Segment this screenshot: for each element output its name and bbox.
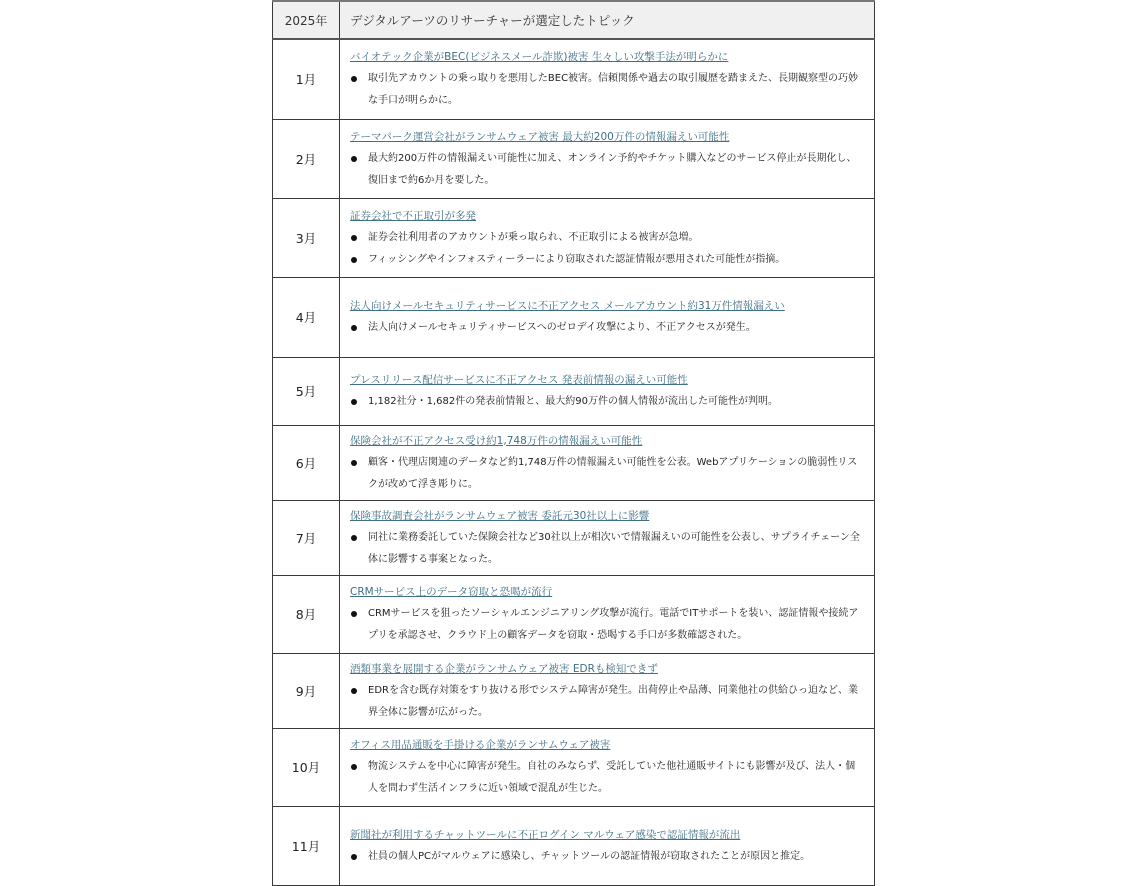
topics-table [272, 0, 875, 886]
topic-points [350, 527, 864, 571]
bullet-text: 社員の個人PCがマルウェアに感染し、チャットツールの認証情報が窃取されたことが原因と推定。 [368, 850, 811, 862]
bullet-icon [351, 325, 357, 331]
table-row-11 [273, 806, 875, 885]
bullet-text: 顧客・代理店関連のデータなど約1,748万件の情報漏えい可能性を公表。Webアプリケーションの脆弱性リスクが改めて浮き彫りに。 [368, 456, 858, 490]
bullet-icon [351, 235, 357, 241]
topic-cell [340, 728, 875, 806]
bullet-text: EDRを含む既存対策をすり抜ける形でシステム障害が発生。出荷停止や品薄、同業他社の供給ひっ迫など、業界全体に影響が広がった。 [368, 684, 858, 718]
bullet-icon [351, 399, 357, 405]
table-row-6 [273, 425, 875, 500]
month-cell: 6月 [273, 425, 340, 500]
bullet-text: 1,182社分・1,682件の発表前情報と、最大約90万件の個人情報が流出した可能性が判明。 [368, 396, 778, 407]
month-cell: 4月 [273, 277, 340, 357]
topic-points [350, 452, 864, 496]
month-cell: 7月 [273, 500, 340, 575]
topic-cell [340, 575, 875, 653]
bullet-icon [351, 156, 357, 162]
topic-cell [340, 198, 875, 277]
topic-link[interactable]: 新聞社が利用するチャットツールに不正ログイン マルウェア感染で認証情報が流出 [350, 828, 741, 841]
bullet-icon [351, 460, 357, 466]
topic-link[interactable]: 法人向けメールセキュリティサービスに不正アクセス メールアカウント約31万件情報漏えい [350, 300, 785, 312]
topics-table-container [272, 0, 874, 886]
bullet-icon [351, 764, 357, 770]
topic-points [350, 756, 864, 800]
bullet-icon [351, 854, 357, 860]
bullet-point [350, 680, 864, 724]
bullet-text: 同社に業務委託していた保険会社など30社以上が相次いで情報漏えいの可能性を公表し、サプライチェーン全体に影響する事案となった。 [368, 531, 860, 565]
bullet-point [350, 148, 864, 192]
bullet-text: 取引先アカウントの乗っ取りを悪用したBEC被害。信頼関係や過去の取引履歴を踏まえた、長期観察型の巧妙な手口が明らかに。 [368, 73, 859, 107]
bullet-point [350, 317, 864, 339]
bullet-icon [351, 257, 357, 263]
topic-points [350, 603, 864, 647]
table-row-5 [273, 357, 875, 425]
table-row-4 [273, 277, 875, 357]
table-row-1 [273, 39, 875, 119]
year-header: 2025年 [273, 1, 340, 39]
topic-points [350, 680, 864, 724]
bullet-point [350, 603, 864, 647]
bullet-text: 最大約200万件の情報漏えい可能性に加え、オンライン予約やチケット購入などのサービス停止が長期化し、復旧まで約6か月を要した。 [368, 152, 857, 186]
topic-header: デジタルアーツのリサーチャーが選定したトピック [340, 1, 875, 39]
bullet-text: CRMサービスを狙ったソーシャルエンジニアリング攻撃が流行。電話でITサポートを装い、認証情報や接続アプリを承認させ、クラウド上の顧客データを窃取・恐喝する手口が多数確認された。 [368, 608, 859, 641]
month-cell: 8月 [273, 575, 340, 653]
month-cell: 1月 [273, 39, 340, 119]
month-cell: 2月 [273, 119, 340, 198]
month-cell: 5月 [273, 357, 340, 425]
bullet-point [350, 756, 864, 800]
topic-link[interactable]: CRMサービス上のデータ窃取と恐喝が流行 [350, 586, 553, 598]
topic-cell [340, 277, 875, 357]
topic-cell [340, 119, 875, 198]
bullet-point [350, 227, 864, 249]
bullet-point [350, 391, 864, 413]
table-header-row [273, 1, 875, 39]
topic-link[interactable]: 酒類事業を展開する企業がランサムウェア被害 EDRも検知できず [350, 662, 658, 675]
bullet-point [350, 846, 864, 868]
bullet-text: フィッシングやインフォスティーラーにより窃取された認証情報が悪用された可能性が指摘。 [368, 253, 786, 265]
bullet-point [350, 249, 864, 271]
bullet-text: 物流システムを中心に障害が発生。自社のみならず、受託していた他社通販サイトにも影響が及び、法人・個人を問わず生活インフラに近い領域で混乱が生じた。 [368, 761, 856, 794]
bullet-point [350, 68, 864, 112]
bullet-icon [351, 535, 357, 541]
topic-link[interactable]: 証券会社で不正取引が多発 [350, 209, 476, 222]
topic-cell [340, 425, 875, 500]
bullet-icon [351, 688, 357, 694]
topic-link[interactable]: プレスリリース配信サービスに不正アクセス 発表前情報の漏えい可能性 [350, 374, 688, 386]
bullet-text: 証券会社利用者のアカウントが乗っ取られ、不正取引による被害が急増。 [368, 231, 699, 243]
month-cell: 9月 [273, 653, 340, 728]
topic-points [350, 391, 864, 413]
table-row-10 [273, 728, 875, 806]
topic-points [350, 317, 864, 339]
topic-link[interactable]: テーマパーク運営会社がランサムウェア被害 最大約200万件の情報漏えい可能性 [350, 130, 730, 143]
topic-cell [340, 806, 875, 885]
bullet-point [350, 527, 864, 571]
bullet-icon [351, 611, 357, 617]
table-row-8 [273, 575, 875, 653]
topic-points [350, 227, 864, 271]
table-row-7 [273, 500, 875, 575]
table-body [273, 39, 875, 885]
month-cell: 10月 [273, 728, 340, 806]
topic-cell [340, 357, 875, 425]
bullet-icon [351, 76, 357, 82]
month-cell: 3月 [273, 198, 340, 277]
bullet-point [350, 452, 864, 496]
bullet-text: 法人向けメールセキュリティサービスへのゼロデイ攻撃により、不正アクセスが発生。 [368, 322, 756, 333]
month-cell: 11月 [273, 806, 340, 885]
topic-points [350, 148, 864, 192]
topic-cell [340, 39, 875, 119]
table-row-2 [273, 119, 875, 198]
topic-cell [340, 653, 875, 728]
topic-cell [340, 500, 875, 575]
topic-link[interactable]: 保険会社が不正アクセス受け約1,748万件の情報漏えい可能性 [350, 434, 643, 447]
table-row-3 [273, 198, 875, 277]
topic-points [350, 68, 864, 112]
table-row-9 [273, 653, 875, 728]
topic-link[interactable]: オフィス用品通販を手掛ける企業がランサムウェア被害 [350, 739, 611, 751]
topic-points [350, 846, 864, 868]
topic-link[interactable]: バイオテック企業がBEC(ビジネスメール詐欺)被害 生々しい攻撃手法が明らかに [350, 51, 729, 64]
topic-link[interactable]: 保険事故調査会社がランサムウェア被害 委託元30社以上に影響 [350, 509, 650, 522]
